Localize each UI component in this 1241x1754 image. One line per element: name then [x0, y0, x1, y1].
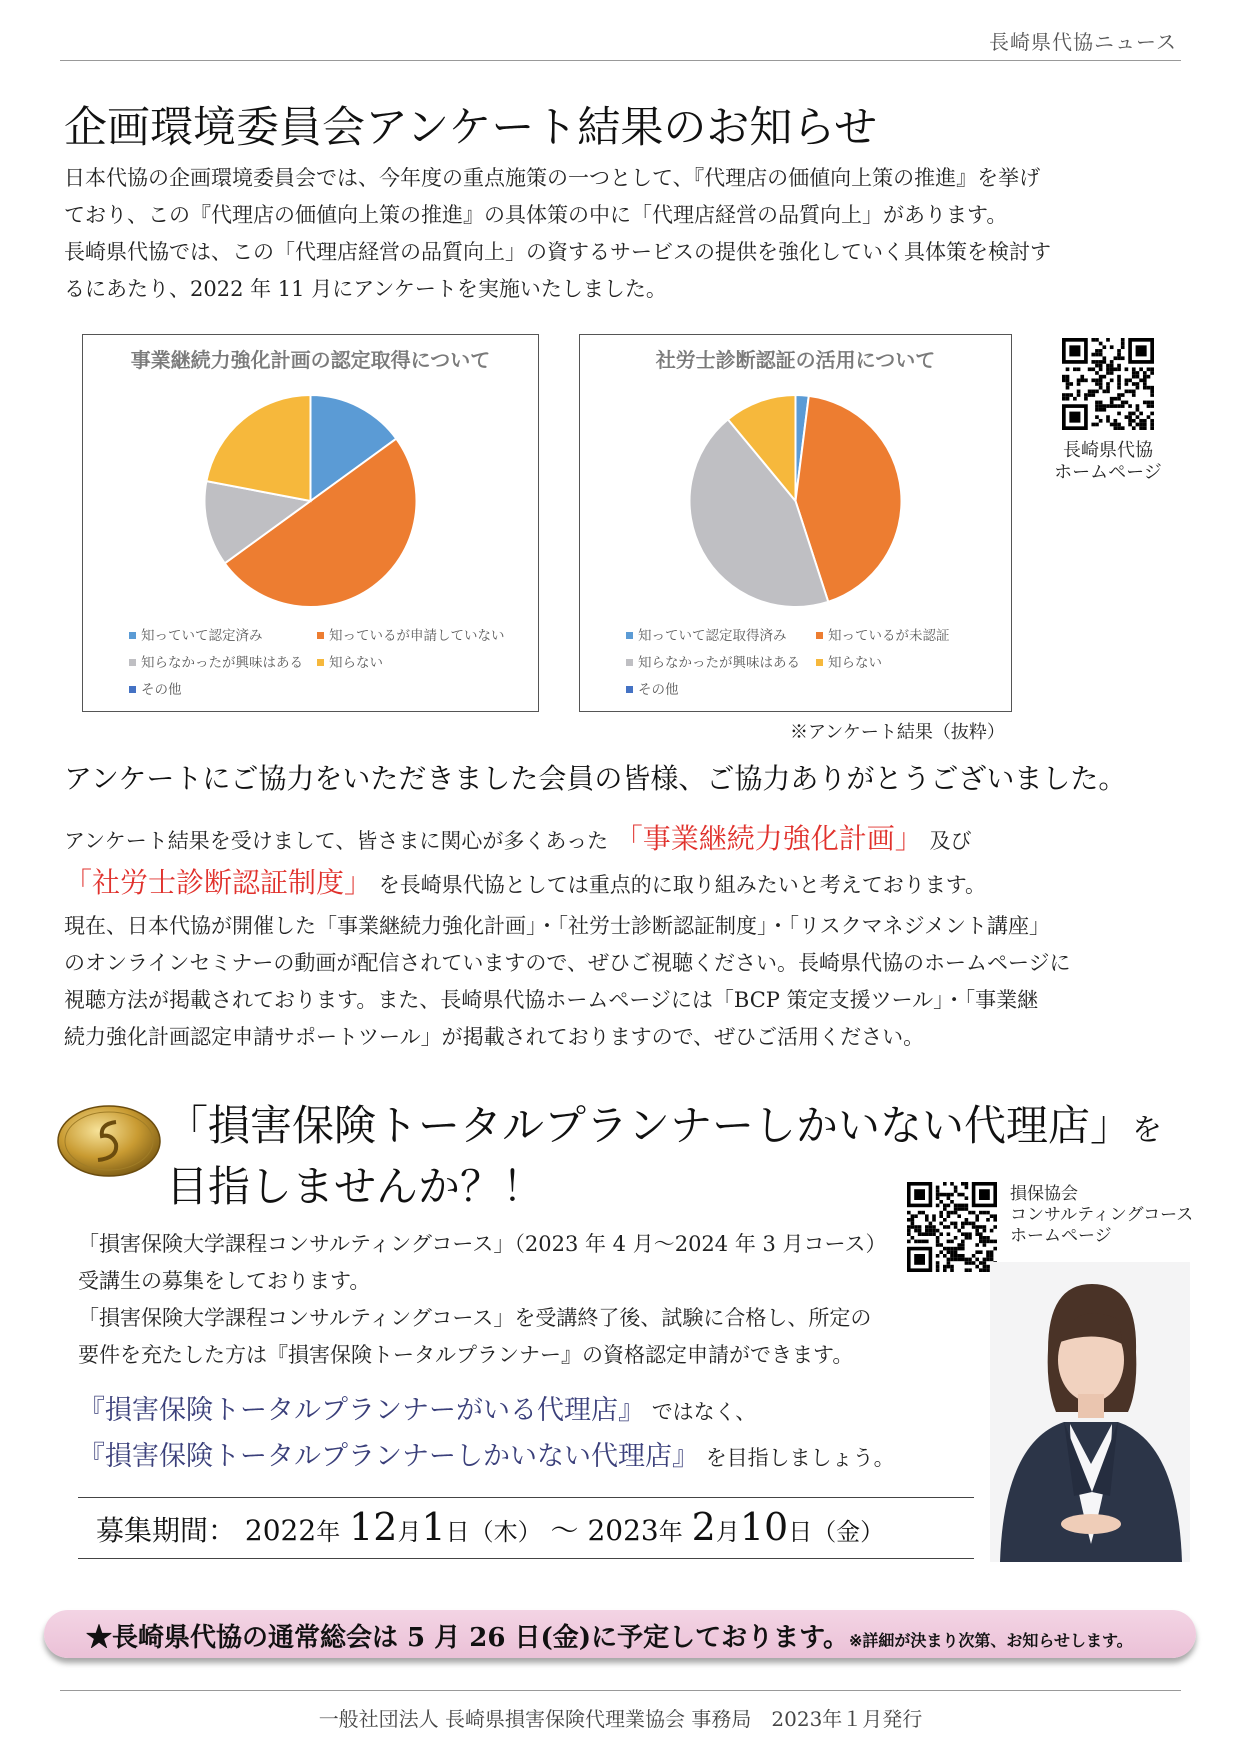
section-title-line: 目指しませんか？！ — [166, 1162, 545, 1211]
end-month: 2 — [691, 1505, 716, 1549]
legend-label: 知っているが未認証 — [828, 628, 950, 644]
intro-line: るにあたり、2022 年 11 月にアンケートを実施いたしました。 — [64, 277, 667, 301]
highlight-bcp: 「事業継続力強化計画」 — [614, 822, 923, 855]
start-weekday: （木） — [469, 1518, 542, 1546]
qr-caption-line: 損保協会 — [1010, 1184, 1078, 1204]
period-label: 募集期間： — [96, 1514, 237, 1547]
body-line: のオンラインセミナーの動画が配信されていますので、ぜひご視聴ください。長崎県代協のホームページに — [64, 951, 1071, 975]
legend-label: 知らない — [828, 655, 882, 671]
start-day: 1 — [421, 1505, 446, 1549]
qr2-caption — [1010, 1184, 1193, 1247]
article-intro — [64, 160, 1184, 308]
pie-chart-svg — [580, 335, 1011, 711]
end-day: 10 — [739, 1505, 789, 1549]
banner-main: ★長崎県代協の通常総会は 5 月 26 日(金)に予定しております。 — [86, 1623, 850, 1653]
legend-label: その他 — [141, 682, 182, 698]
chart-title: 事業継続力強化計画の認定取得について — [130, 348, 491, 372]
course-description — [78, 1226, 887, 1374]
range-tilde: ～ — [550, 1514, 579, 1547]
header-divider — [60, 60, 1181, 61]
focus-paragraph — [64, 818, 1184, 1056]
newsletter-name: 長崎県代協ニュース — [989, 30, 1177, 54]
year-unit: 年 — [316, 1518, 341, 1546]
body-line: 「損害保険大学課程コンサルティングコース」を受講終了後、試験に合格し、所定の — [78, 1306, 872, 1330]
legend-label: 知らない — [329, 655, 383, 671]
qr-caption-line: コンサルティングコース — [1010, 1205, 1194, 1225]
text: 及び — [929, 829, 972, 853]
highlight-sharoushi: 「社労士診断認証制度」 — [64, 866, 373, 899]
legend-swatch — [626, 659, 633, 666]
slogan-highlight: 『損害保険トータルプランナーしかいない代理店』 — [78, 1441, 699, 1472]
legend-label: 知らなかったが興味はある — [141, 655, 303, 671]
qr-code-icon[interactable] — [907, 1182, 997, 1272]
body-line: 現在、日本代協が開催した「事業継続力強化計画」・「社労士診断認証制度」・「リスクマネジメント講座」 — [64, 914, 1050, 938]
pie-chart-sharoushi — [579, 334, 1012, 712]
legend-swatch — [626, 686, 633, 693]
slogan-tail: を目指しましょう。 — [705, 1446, 895, 1470]
legend-swatch — [317, 632, 324, 639]
legend-swatch — [129, 659, 136, 666]
body-line: 「損害保険大学課程コンサルティングコース」（2023 年 4 月～2024 年 3 月コース） — [78, 1232, 887, 1256]
year-unit: 年 — [658, 1518, 683, 1546]
text: アンケート結果を受けまして、皆さまに関心が多くあった — [64, 829, 609, 853]
medal-logo-icon — [56, 1104, 162, 1178]
slogan-tail: ではなく、 — [651, 1400, 757, 1424]
legend-label: 知らなかったが興味はある — [638, 655, 800, 671]
day-unit: 日 — [788, 1518, 813, 1546]
footer-publisher: 一般社団法人 長崎県損害保険代理業協会 事務局 2023年１月発行 — [318, 1707, 923, 1731]
thanks-message: アンケートにご協力をいただきました会員の皆様、ご協力ありがとうございました。 — [64, 762, 1127, 795]
legend-label: 知っているが申請していない — [329, 628, 505, 644]
body-line: 視聴方法が掲載されております。また、長崎県代協ホームページには「BCP 策定支援ツール」・「事業継 — [64, 988, 1039, 1012]
text: を長崎県代協としては重点的に取り組みたいと考えております。 — [378, 873, 987, 897]
legend-label: 知っていて認定取得済み — [638, 628, 787, 644]
body-line: 続力強化計画認定申請サポートツール」が掲載されておりますので、ぜひご活用ください。 — [64, 1025, 925, 1049]
qr-caption-line: ホームページ — [1054, 462, 1162, 483]
end-weekday: （金） — [812, 1518, 885, 1546]
legend-swatch — [816, 632, 823, 639]
recruitment-period — [96, 1505, 884, 1549]
footer-divider — [60, 1690, 1181, 1691]
legend-swatch — [129, 632, 136, 639]
intro-line: 日本代協の企画環境委員会では、今年度の重点施策の一つとして、『代理店の価値向上策の推進』を挙げ — [64, 166, 1041, 190]
chart-note: ※アンケート結果（抜粋） — [790, 722, 1005, 743]
start-year: 2022 — [244, 1514, 317, 1547]
qr-caption-line: ホームページ — [1010, 1226, 1112, 1246]
qr-caption-line: 長崎県代協 — [1063, 440, 1153, 461]
legend-label: 知っていて認定済み — [141, 628, 263, 644]
body-line: 要件を充たした方は『損害保険トータルプランナー』の資格認定申請ができます。 — [78, 1343, 854, 1367]
pie-chart-svg — [83, 335, 538, 711]
qr-caption — [1040, 440, 1176, 484]
intro-line: ており、この『代理店の価値向上策の推進』の具体策の中に「代理店経営の品質向上」があります。 — [64, 203, 1008, 227]
banner-note: ※詳細が決まり次第、お知らせします。 — [849, 1631, 1133, 1650]
month-unit: 月 — [397, 1518, 422, 1546]
end-year: 2023 — [587, 1514, 659, 1547]
section-title-suffix: を — [1132, 1113, 1163, 1148]
pie-slice — [206, 395, 310, 501]
slogan-line — [78, 1388, 756, 1427]
start-month: 12 — [349, 1505, 398, 1549]
qr-code-icon[interactable] — [1062, 338, 1154, 430]
month-unit: 月 — [715, 1518, 740, 1546]
article-title: 企画環境委員会アンケート結果のお知らせ — [64, 103, 878, 153]
day-unit: 日 — [445, 1518, 470, 1546]
legend-swatch — [816, 659, 823, 666]
section-title-line: 「損害保険トータルプランナーしかいない代理店」 — [166, 1101, 1133, 1150]
legend-swatch — [626, 632, 633, 639]
general-meeting-text — [86, 1617, 1133, 1654]
chart-title: 社労士診断認証の活用について — [655, 348, 936, 372]
intro-line: 長崎県代協では、この「代理店経営の品質向上」の資するサービスの提供を強化していく具体策を検討す — [64, 240, 1051, 264]
slogan-line — [78, 1434, 895, 1473]
legend-swatch — [317, 659, 324, 666]
body-line: 受講生の募集をしております。 — [78, 1269, 371, 1293]
legend-swatch — [129, 686, 136, 693]
woman-portrait-photo — [990, 1262, 1190, 1562]
pie-chart-certification — [82, 334, 539, 712]
legend-label: その他 — [638, 682, 679, 698]
slogan-highlight: 『損害保険トータルプランナーがいる代理店』 — [78, 1395, 645, 1426]
